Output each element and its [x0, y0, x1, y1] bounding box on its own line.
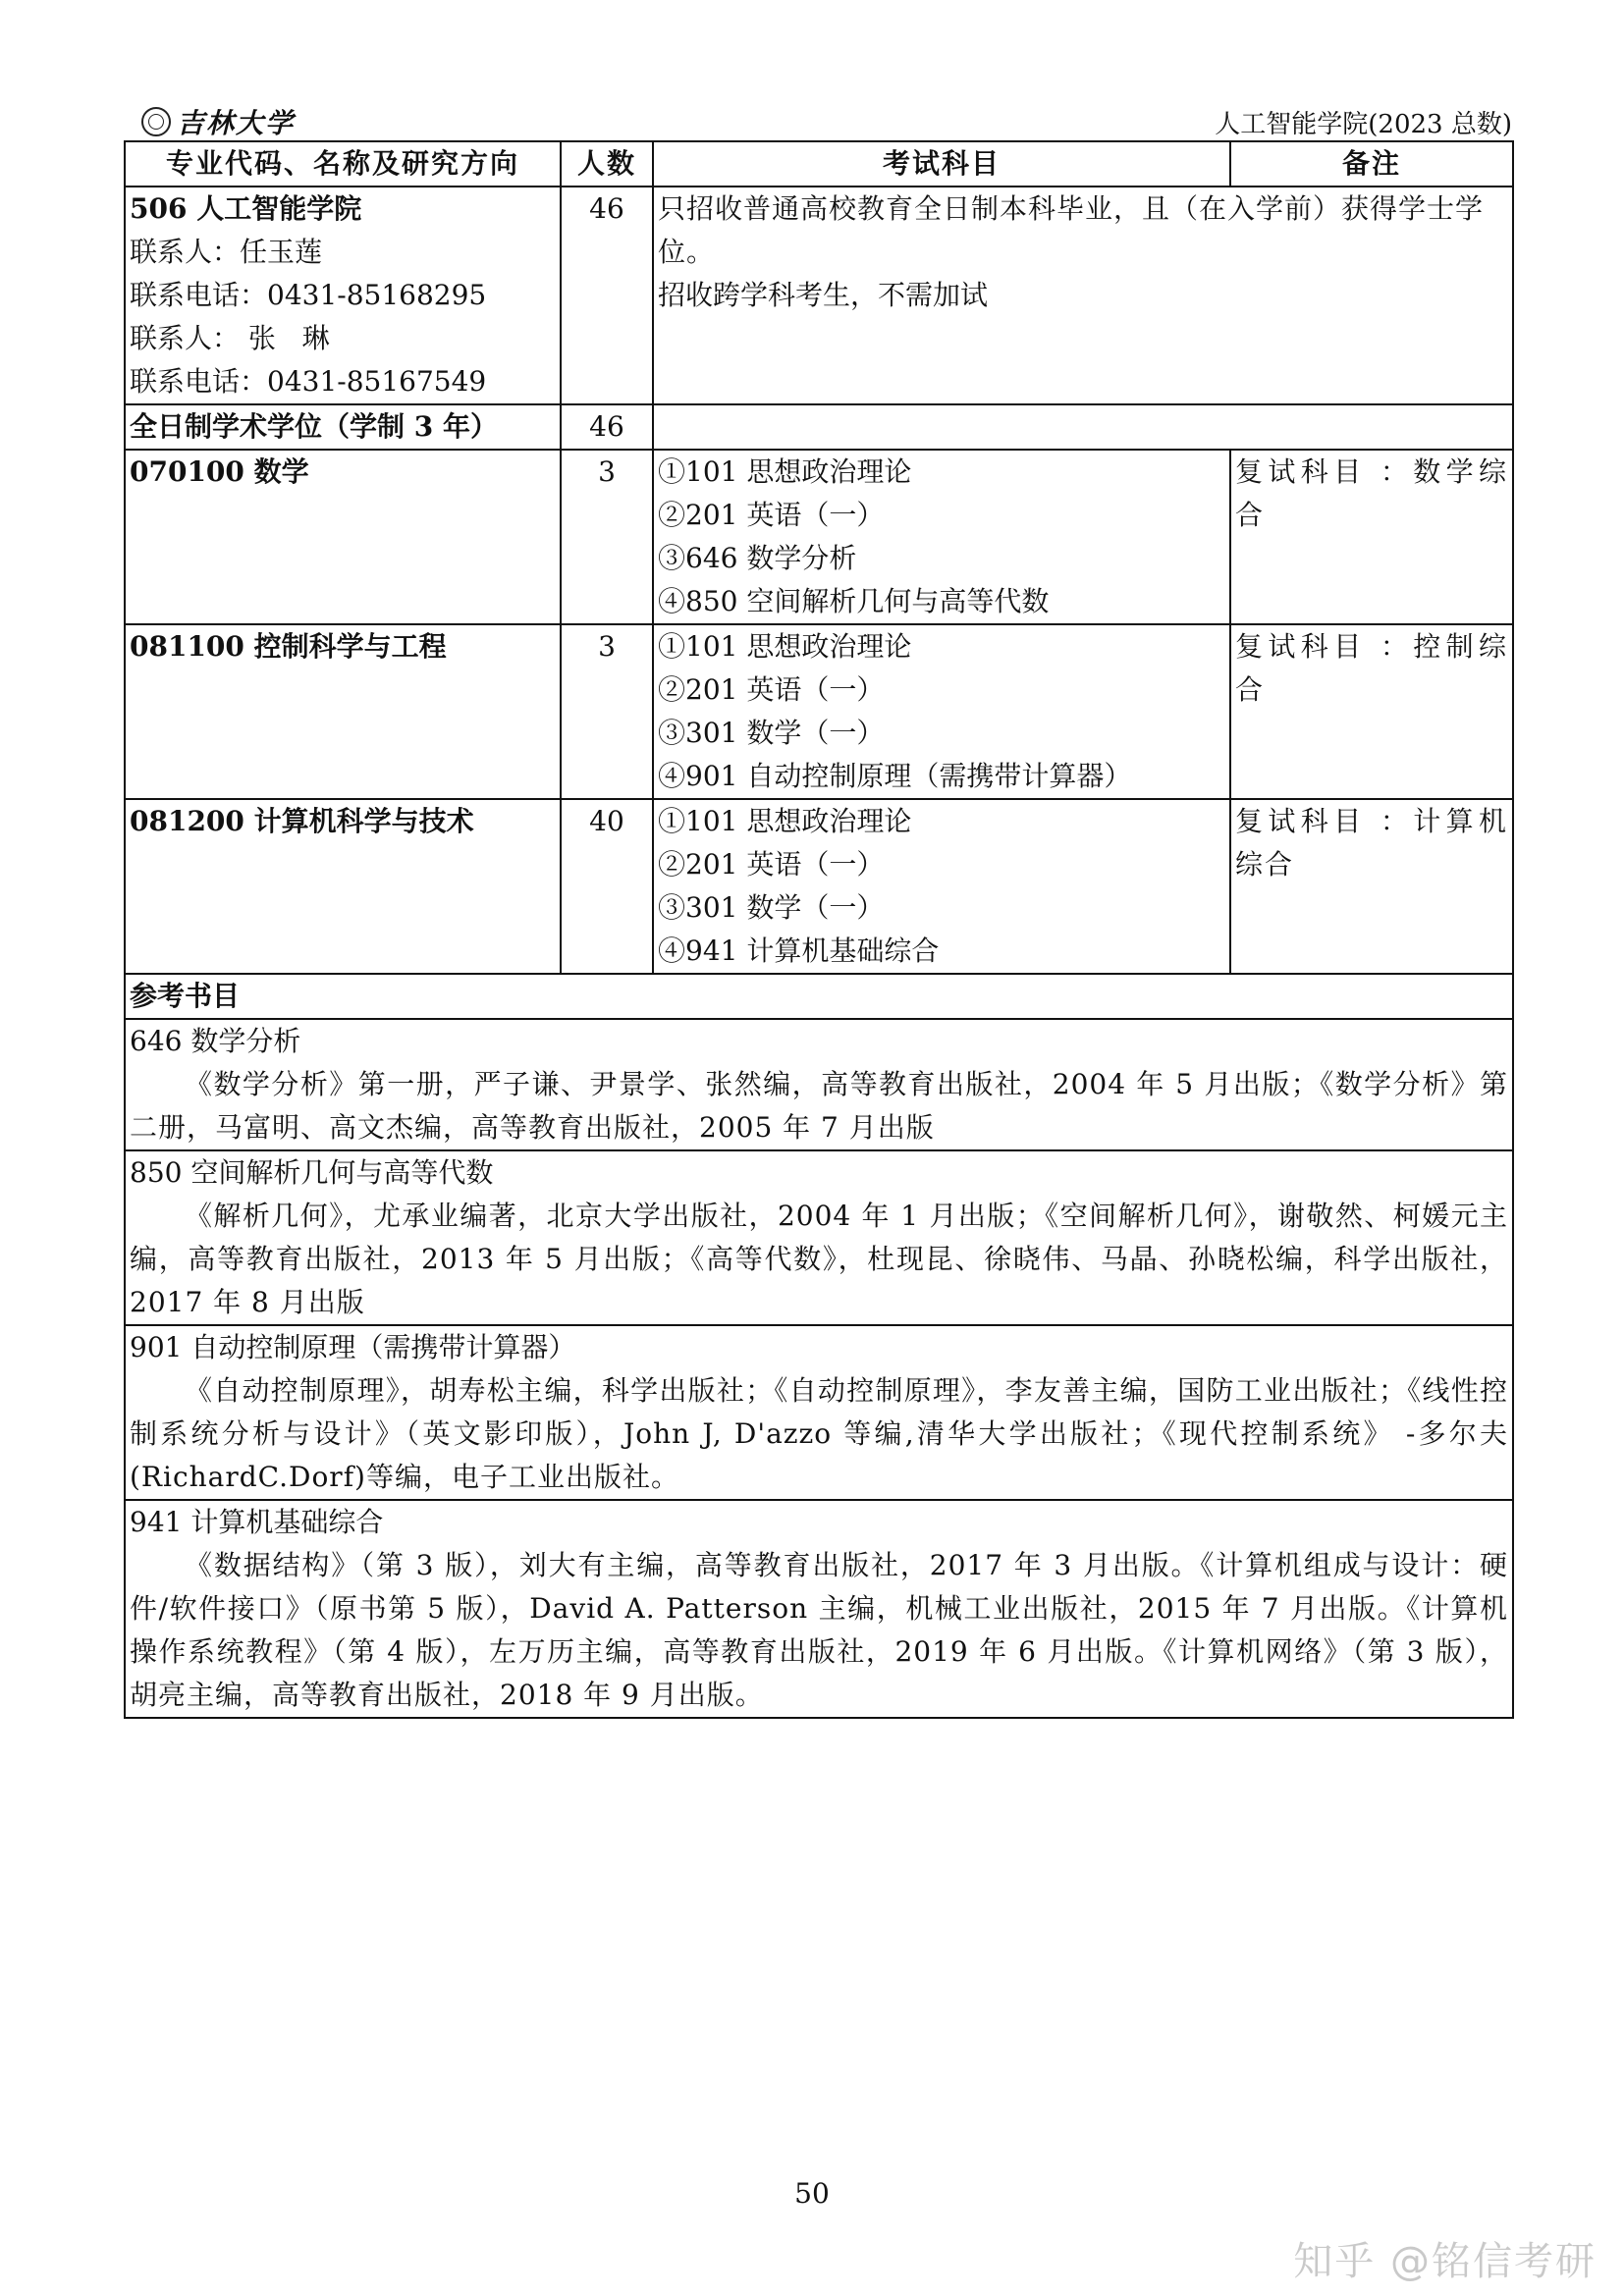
program-count: 40 — [561, 799, 653, 974]
college-name: 506 人工智能学院 — [130, 192, 362, 225]
references-title: 参考书目 — [125, 974, 1513, 1019]
program-remark: 复试科目 ：计算机综合 — [1230, 799, 1513, 974]
subject-item: ④901 自动控制原理（需携带计算器） — [658, 760, 1132, 792]
admissions-table — [124, 140, 1514, 1719]
degree-count: 46 — [561, 404, 653, 450]
degree-label: 全日制学术学位（学制 3 年） — [125, 404, 561, 450]
college-label: 人工智能学院(2023 总数) — [1215, 110, 1512, 139]
university-logo — [141, 102, 295, 141]
university-seal-icon — [141, 107, 171, 136]
reference-subject: 646 数学分析 — [130, 1025, 301, 1057]
reference-text: 《数学分析》第一册，严子谦、尹景学、张然编，高等教育出版社，2004 年 5 月出版；《数学分析》第二册，马富明、高文杰编，高等教育出版社，2005 年 7 月出版 — [130, 1068, 1508, 1144]
watermark: 知乎 @铭信考研 — [1293, 2239, 1597, 2284]
subject-item: ①101 思想政治理论 — [658, 630, 912, 663]
subject-item: ②201 英语（一） — [658, 499, 885, 531]
program-row — [125, 450, 1513, 624]
reference-row — [125, 1500, 1513, 1718]
college-note: 招收跨学科考生，不需加试 — [658, 279, 989, 311]
subject-item: ④941 计算机基础综合 — [658, 934, 940, 967]
page-number: 50 — [794, 2177, 830, 2210]
reference-subject: 850 空间解析几何与高等代数 — [130, 1156, 494, 1189]
reference-text: 《自动控制原理》，胡寿松主编，科学出版社；《自动控制原理》，李友善主编，国防工业出版社；《线性控制系统分析与设计》（英文影印版），John J, D'azzo 等编,清华大学出版社；《现代控制系统》 -多尔夫(RichardC.Dorf)等编，电子工业出版社。 — [130, 1374, 1508, 1493]
subject-item: ②201 英语（一） — [658, 673, 885, 706]
subject-item: ④850 空间解析几何与高等代数 — [658, 585, 1050, 617]
program-count: 3 — [561, 450, 653, 624]
subject-item: ③646 数学分析 — [658, 542, 857, 574]
subject-item: ②201 英语（一） — [658, 848, 885, 881]
reference-text: 《数据结构》（第 3 版），刘大有主编，高等教育出版社，2017 年 3 月出版。《计算机组成与设计：硬件/软件接口》（原书第 5 版），David A. Patterson 主编，机械工业出版社，2015 年 7 月出版。《计算机操作系统教程》（第 4 版），左万历主编，高等教育出版社，2019 年 6 月出版。《计算机网络》（第 3 版），胡亮主编，高等教育出版社，2018 年 9 月出版。 — [130, 1549, 1508, 1711]
college-row — [125, 187, 1513, 404]
program-name: 081100 控制科学与工程 — [125, 624, 561, 799]
subject-item: ①101 思想政治理论 — [658, 455, 912, 488]
reference-subject: 941 计算机基础综合 — [130, 1506, 384, 1538]
program-subjects — [653, 799, 1230, 974]
reference-row — [125, 1019, 1513, 1150]
college-note: 只招收普通高校教育全日制本科毕业，且（在入学前）获得学士学位。 — [658, 192, 1485, 268]
contact-line: 联系人： 张 琳 — [130, 322, 330, 354]
reference-cell — [125, 1019, 1513, 1150]
reference-row — [125, 1150, 1513, 1325]
column-header-remarks: 备注 — [1230, 141, 1513, 187]
program-subjects — [653, 624, 1230, 799]
contact-line: 联系电话：0431-85167549 — [130, 365, 487, 398]
program-name: 070100 数学 — [125, 450, 561, 624]
university-logo-text: 吉林大学 — [177, 107, 296, 139]
program-row — [125, 624, 1513, 799]
table-header-row — [125, 141, 1513, 187]
program-name: 081200 计算机科学与技术 — [125, 799, 561, 974]
college-count: 46 — [561, 187, 653, 404]
column-header-major: 专业代码、名称及研究方向 — [125, 141, 561, 187]
subject-item: ③301 数学（一） — [658, 891, 885, 924]
program-remark: 复试科目 ：控制综合 — [1230, 624, 1513, 799]
reference-cell — [125, 1325, 1513, 1500]
contact-line: 联系人：任玉莲 — [130, 236, 323, 268]
contact-line: 联系电话：0431-85168295 — [130, 279, 487, 311]
reference-cell — [125, 1150, 1513, 1325]
reference-text: 《解析几何》，尤承业编著，北京大学出版社，2004 年 1 月出版；《空间解析几何》，谢敬然、柯媛元主编，高等教育出版社，2013 年 5 月出版；《高等代数》，杜现昆、徐晓伟、马晶、孙晓松编，科学出版社，2017 年 8 月出版 — [130, 1200, 1508, 1318]
reference-cell — [125, 1500, 1513, 1718]
subject-item: ①101 思想政治理论 — [658, 805, 912, 837]
column-header-subjects: 考试科目 — [653, 141, 1230, 187]
page-header — [124, 102, 1512, 141]
column-header-count: 人数 — [561, 141, 653, 187]
degree-row — [125, 404, 1513, 450]
program-row — [125, 799, 1513, 974]
program-remark: 复试科目 ：数学综合 — [1230, 450, 1513, 624]
program-count: 3 — [561, 624, 653, 799]
subject-item: ③301 数学（一） — [658, 717, 885, 749]
reference-row — [125, 1325, 1513, 1500]
references-title-row — [125, 974, 1513, 1019]
reference-subject: 901 自动控制原理（需携带计算器） — [130, 1331, 576, 1363]
degree-empty-cell — [653, 404, 1513, 450]
college-info-cell — [125, 187, 561, 404]
program-subjects — [653, 450, 1230, 624]
college-notes-cell — [653, 187, 1513, 404]
